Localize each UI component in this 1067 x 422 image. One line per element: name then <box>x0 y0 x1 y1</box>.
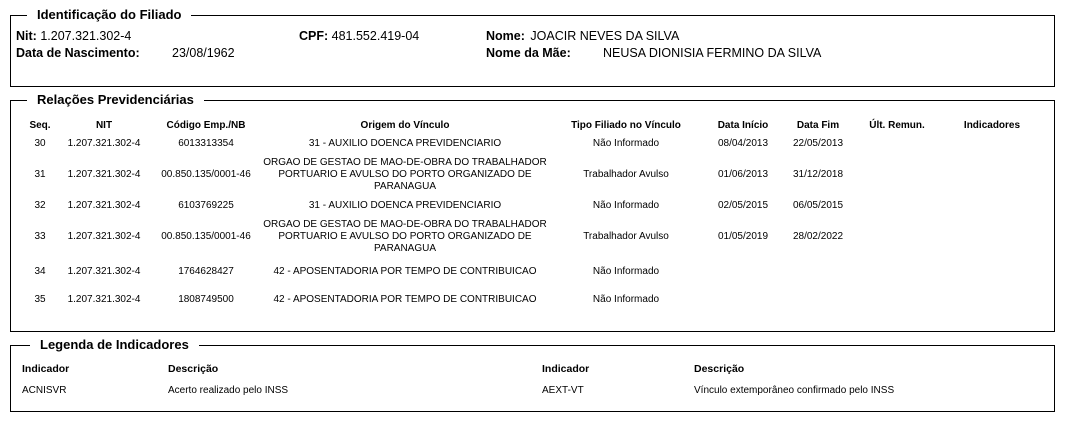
relacoes-header-row <box>22 117 1044 134</box>
col-descricao-2: Descrição <box>694 363 745 375</box>
col-descricao: Descrição <box>168 363 219 375</box>
relacoes-table <box>22 117 1044 314</box>
table-row <box>22 216 1044 258</box>
cell-nit: 1.207.321.302-4 <box>67 294 141 305</box>
cell-fim: 31/12/2018 <box>792 169 844 180</box>
cell-tipo: Não Informado <box>592 294 660 305</box>
cell-fim: 22/05/2013 <box>792 138 844 149</box>
nasc-label: Data de Nascimento: <box>16 46 140 60</box>
col-indicador: Indicador <box>22 363 70 375</box>
cell-descricao: Acerto realizado pelo INSS <box>168 384 289 396</box>
cell-remun <box>854 286 940 314</box>
cell-nit: 1.207.321.302-4 <box>67 231 141 242</box>
cell-inicio <box>704 258 782 286</box>
cell-seq: 32 <box>34 200 46 211</box>
cell-indicadores <box>940 216 1044 258</box>
cell-nit: 1.207.321.302-4 <box>67 169 141 180</box>
cell-indicadores <box>940 154 1044 196</box>
col-remun: Últ. Remun. <box>869 120 925 131</box>
cell-origem: ORGAO DE GESTAO DE MAO-DE-OBRA DO TRABALHADOR PORTUARIO E AVULSO DO PORTO ORGANIZADO DE PARANAGUA <box>263 219 547 254</box>
mae-value: NEUSA DIONISIA FERMINO DA SILVA <box>603 46 822 60</box>
cell-indicadores <box>940 286 1044 314</box>
cell-indicadores <box>940 258 1044 286</box>
cell-tipo: Trabalhador Avulso <box>583 231 669 242</box>
cell-tipo: Não Informado <box>592 138 660 149</box>
table-row <box>22 258 1044 286</box>
cell-nit: 1.207.321.302-4 <box>67 266 141 277</box>
cell-indicadores <box>940 196 1044 216</box>
cell-codigo: 00.850.135/0001-46 <box>161 231 251 242</box>
col-seq: Seq. <box>29 120 51 131</box>
legenda-title: Legenda de Indicadores <box>30 337 199 353</box>
legenda-header-row <box>22 360 1034 378</box>
cell-seq: 31 <box>34 169 46 180</box>
cell-fim: 06/05/2015 <box>792 200 844 211</box>
cell-origem: ORGAO DE GESTAO DE MAO-DE-OBRA DO TRABALHADOR PORTUARIO E AVULSO DO PORTO ORGANIZADO DE PARANAGUA <box>263 157 547 192</box>
relacoes-title: Relações Previdenciárias <box>27 92 204 108</box>
col-inicio: Data Início <box>717 120 769 131</box>
nit-field <box>16 29 131 44</box>
cell-remun <box>854 196 940 216</box>
col-codigo: Código Emp./NB <box>166 120 246 131</box>
cell-origem: 31 - AUXILIO DOENCA PREVIDENCIARIO <box>308 138 502 149</box>
filiado-title: Identificação do Filiado <box>27 7 191 23</box>
cell-remun <box>854 258 940 286</box>
table-row <box>22 378 1034 402</box>
cell-remun <box>854 154 940 196</box>
nome-label: Nome: <box>486 29 525 43</box>
cell-seq: 30 <box>34 138 46 149</box>
cpf-label: CPF: <box>299 29 329 43</box>
cpf-field <box>299 29 419 44</box>
cell-seq: 34 <box>34 266 46 277</box>
cell-nit: 1.207.321.302-4 <box>67 200 141 211</box>
table-row <box>22 286 1044 314</box>
cell-codigo: 1764628427 <box>178 266 234 277</box>
legenda-table <box>22 360 1034 402</box>
cell-inicio: 01/06/2013 <box>717 169 769 180</box>
col-tipo: Tipo Filiado no Vínculo <box>571 120 681 131</box>
cpf-value: 481.552.419-04 <box>331 29 420 43</box>
cell-fim <box>782 286 854 314</box>
nome-field <box>486 29 679 44</box>
col-fim: Data Fim <box>796 120 840 131</box>
nit-label: Nit: <box>16 29 37 43</box>
cell-inicio: 08/04/2013 <box>717 138 769 149</box>
col-indicador-2: Indicador <box>542 363 590 375</box>
cell-remun <box>854 216 940 258</box>
cell-origem: 31 - AUXILIO DOENCA PREVIDENCIARIO <box>308 200 502 211</box>
cell-inicio: 02/05/2015 <box>717 200 769 211</box>
table-row <box>22 154 1044 196</box>
cell-fim: 28/02/2022 <box>792 231 844 242</box>
cell-origem: 42 - APOSENTADORIA POR TEMPO DE CONTRIBUICAO <box>273 294 537 305</box>
table-row <box>22 134 1044 154</box>
cell-codigo: 1808749500 <box>178 294 234 305</box>
cell-inicio <box>704 286 782 314</box>
cell-codigo: 6103769225 <box>178 200 234 211</box>
cell-fim <box>782 258 854 286</box>
cell-codigo: 6013313354 <box>178 138 234 149</box>
cell-seq: 35 <box>34 294 46 305</box>
nasc-value: 23/08/1962 <box>172 46 235 60</box>
cell-tipo: Não Informado <box>592 200 660 211</box>
cell-inicio: 01/05/2019 <box>717 231 769 242</box>
cell-codigo: 00.850.135/0001-46 <box>161 169 251 180</box>
col-nit: NIT <box>95 120 113 131</box>
cell-remun <box>854 134 940 154</box>
cell-indicador-2: AEXT-VT <box>542 384 584 396</box>
col-origem: Origem do Vínculo <box>360 120 450 131</box>
cell-nit: 1.207.321.302-4 <box>67 138 141 149</box>
cell-indicador: ACNISVR <box>22 384 67 396</box>
nit-value: 1.207.321.302-4 <box>40 29 132 43</box>
nome-value: JOACIR NEVES DA SILVA <box>530 29 680 43</box>
cell-tipo: Não Informado <box>592 266 660 277</box>
cell-origem: 42 - APOSENTADORIA POR TEMPO DE CONTRIBUICAO <box>273 266 537 277</box>
col-indicadores: Indicadores <box>963 120 1021 131</box>
table-row <box>22 196 1044 216</box>
cell-indicadores <box>940 134 1044 154</box>
cell-descricao-2: Vínculo extemporâneo confirmado pelo INSS <box>694 384 895 396</box>
cell-tipo: Trabalhador Avulso <box>583 169 669 180</box>
cell-seq: 33 <box>34 231 46 242</box>
mae-label: Nome da Mãe: <box>486 46 571 60</box>
